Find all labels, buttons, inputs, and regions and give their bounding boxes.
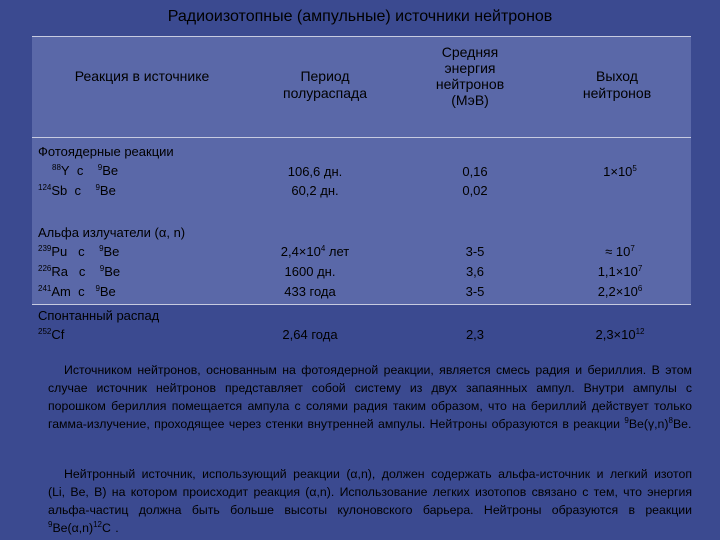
yield-value: $1,1\times 10^7$ xyxy=(597,264,643,279)
header-divider xyxy=(32,137,691,138)
yield-value: ≈ $10^7$ xyxy=(605,244,635,259)
header-yield: Выход нейтронов xyxy=(582,68,652,101)
period-value: 106,6 дн. xyxy=(287,164,343,179)
period-value: $2,4\times 10^4$ лет xyxy=(280,244,350,259)
paragraph-alpha-n: Нейтронный источник, использующий реакции (α,n), должен содержать альфа-источник и легкий изотоп (Li, Be, B) на котором происходит реакция (α,n). Использование легких изотопов связано с тем, что энергия альфа-частиц должна быть больше высоты кулоновского барьера. Нейтроны образуются в реакции $^9Be(\alpha,n)^{12}C$ . xyxy=(48,467,692,535)
energy-value: 0,02 xyxy=(462,183,488,198)
isotope-row: $^{226}$Ra с $^9$Be xyxy=(38,264,121,279)
header-energy: Средняя энергия нейтронов (МэВ) xyxy=(435,44,505,108)
isotope-row: $^{252}$Cf xyxy=(38,327,65,342)
energy-value: 0,16 xyxy=(462,164,488,179)
period-value: 433 года xyxy=(284,284,336,299)
isotope-row: $^{241}$Am с $^9$Be xyxy=(38,284,116,299)
isotope-row: $^{124}$Sb с $^9$Be xyxy=(38,183,116,198)
period-value: 1600 дн. xyxy=(284,264,336,279)
group-label-photo: Фотоядерные реакции xyxy=(38,144,174,159)
energy-value: 3,6 xyxy=(465,264,485,279)
isotope-row: $^{239}$Pu с $^9$Be xyxy=(38,244,120,259)
energy-value: 3-5 xyxy=(465,244,485,259)
header-period: Период полураспада xyxy=(283,68,367,101)
group-label-spontaneous: Спонтанный распад xyxy=(38,308,160,323)
header-reaction: Реакция в источнике xyxy=(74,68,210,84)
energy-value: 2,3 xyxy=(465,327,485,342)
paragraph-photonuclear: Источником нейтронов, основанным на фотоядерной реакции, является смесь радия и бериллия. В этом случае источник нейтронов представляет собой систему из двух запаянных ампул. Внутри ампулы с порошком бериллия помещается ампула с солями радия таким образом, что на бериллий действует только гамма-излучение, проходящее через стенки внутренней ампулы. Нейтроны образуются в реакции $^9Be(\gamma,n)^8Be$. xyxy=(48,363,692,431)
yield-value: $1\times 10^5$ xyxy=(603,164,637,179)
energy-value: 3-5 xyxy=(465,284,485,299)
yield-value: $2,2\times 10^6$ xyxy=(597,284,643,299)
period-value: 2,64 года xyxy=(282,327,338,342)
isotope-row: $^{88}$Y с $^9$Be xyxy=(52,163,119,178)
slide-title: Радиоизотопные (ампульные) источники нейтронов xyxy=(167,8,553,25)
period-value: 60,2 дн. xyxy=(291,183,339,198)
yield-value: $2,3\times 10^{12}$ xyxy=(595,327,645,342)
group-label-alpha: Альфа излучатели (α, n) xyxy=(38,225,186,240)
